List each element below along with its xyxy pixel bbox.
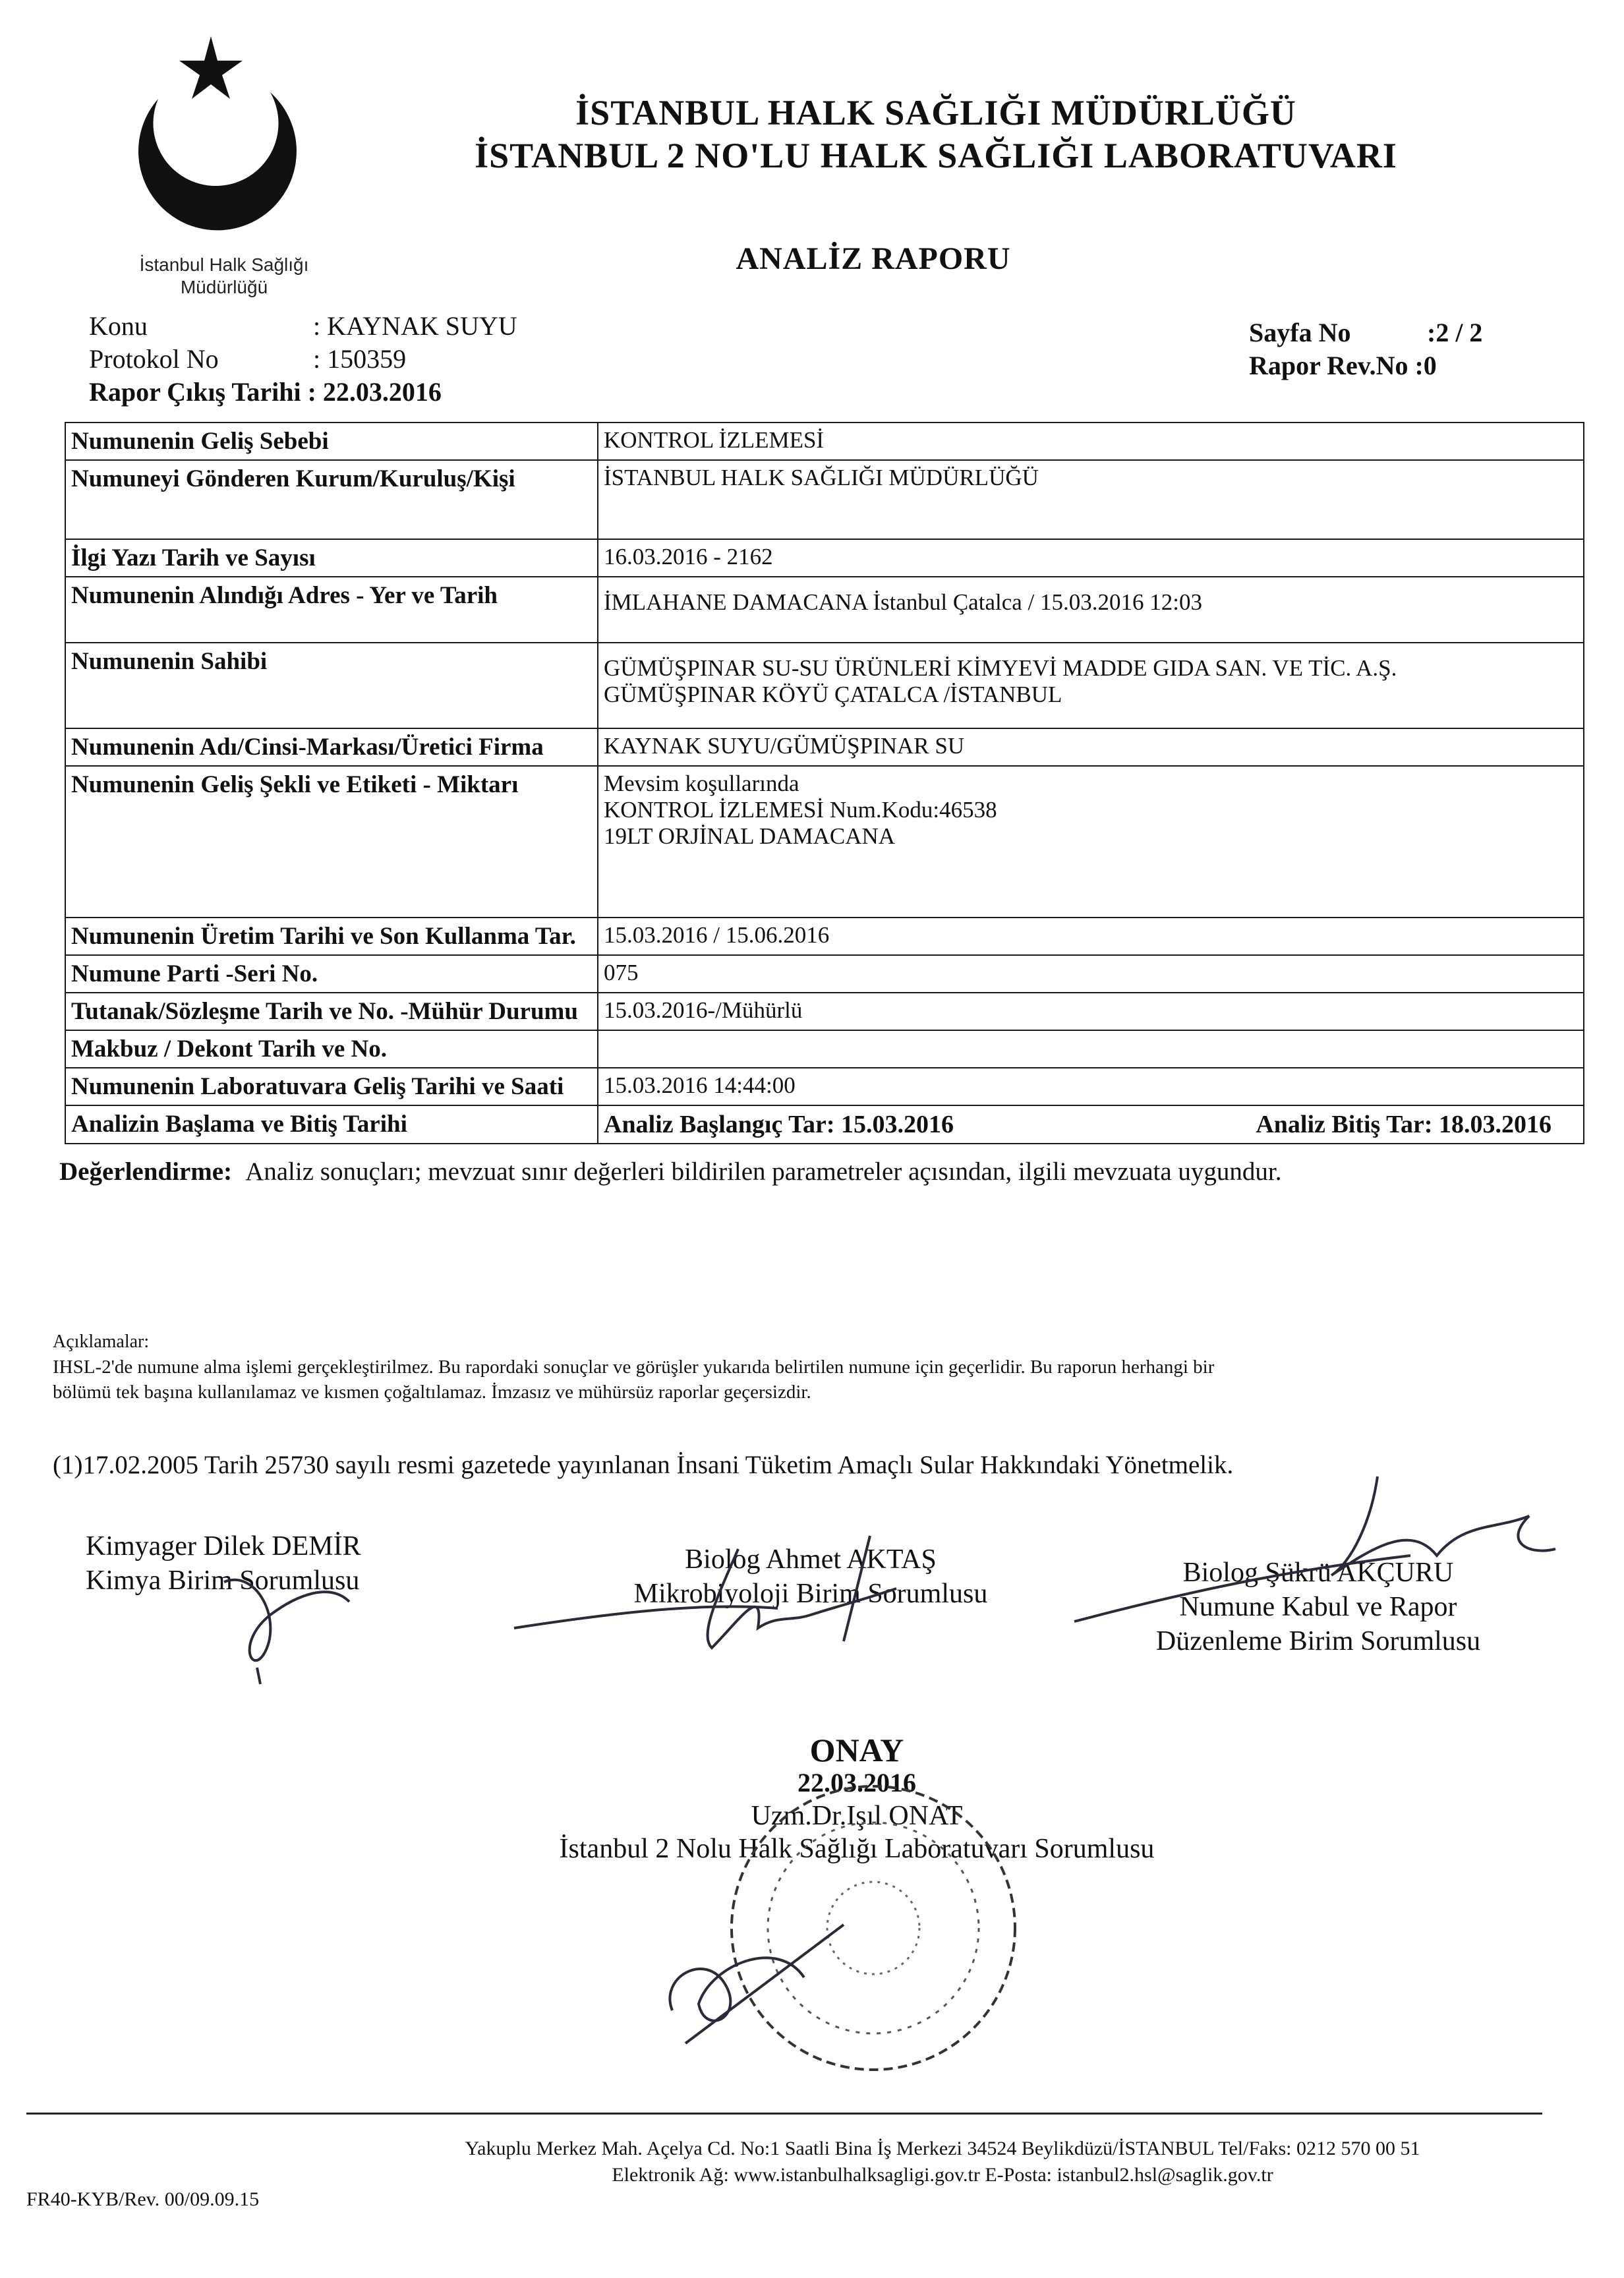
row-label: Numune Parti -Seri No. xyxy=(65,955,598,993)
table-row xyxy=(65,1030,1584,1068)
row-value: KAYNAK SUYU/GÜMÜŞPINAR SU xyxy=(598,728,1584,766)
footer-address-line2: Elektronik Ağ: www.istanbulhalksagligi.gov.tr E-Posta: istanbul2.hsl@saglik.gov.tr xyxy=(612,2164,1273,2186)
table-row xyxy=(65,766,1584,918)
sample-info-table xyxy=(65,422,1584,1144)
arrival-line1: Mevsim koşullarında xyxy=(604,771,799,796)
row-value: 15.03.2016-/Mühürlü xyxy=(598,993,1584,1030)
handwritten-signature-2 xyxy=(501,1523,975,1674)
logo-caption-line1: İstanbul Halk Sağlığı xyxy=(139,254,309,275)
rev-value: :0 xyxy=(1414,351,1437,380)
handwritten-signature-1 xyxy=(198,1542,395,1694)
table-row xyxy=(65,955,1584,993)
row-value: 15.03.2016 / 15.06.2016 xyxy=(598,918,1584,955)
row-label: Numunenin Geliş Şekli ve Etiketi - Miktarı xyxy=(65,766,598,918)
crescent-shape xyxy=(138,92,297,230)
evaluation xyxy=(59,1157,1582,1186)
report-meta-left xyxy=(89,310,517,409)
konu-value: : KAYNAK SUYU xyxy=(313,311,517,341)
protokol-label: Protokol No xyxy=(89,344,219,374)
protokol-value: : 150359 xyxy=(313,344,407,374)
row-value: KONTROL İZLEMESİ xyxy=(598,423,1584,460)
signer-name: Biolog Ahmet AKTAŞ xyxy=(685,1544,937,1575)
row-label: Numunenin Laboratuvara Geliş Tarihi ve Saati xyxy=(65,1068,598,1105)
regulation-footnote: (1)17.02.2005 Tarih 25730 sayılı resmi gazetede yayınlanan İnsani Tüketim Amaçlı Sular Hakkındaki Yönetmelik. xyxy=(53,1451,1234,1479)
footer-address xyxy=(316,2136,1569,2188)
row-value xyxy=(598,766,1584,918)
approval-date: 22.03.2016 xyxy=(798,1768,916,1797)
konu-label: Konu xyxy=(89,311,148,341)
approver-role: İstanbul 2 Nolu Halk Sağlığı Laboratuvarı Sorumlusu xyxy=(559,1834,1155,1864)
row-value: 16.03.2016 - 2162 xyxy=(598,539,1584,577)
approval-label: ONAY xyxy=(809,1732,904,1768)
row-label: Makbuz / Dekont Tarih ve No. xyxy=(65,1030,598,1068)
table-row xyxy=(65,423,1584,460)
analysis-start-date: Analiz Başlangıç Tar: 15.03.2016 xyxy=(604,1111,954,1138)
row-value: İSTANBUL HALK SAĞLIĞI MÜDÜRLÜĞÜ xyxy=(598,460,1584,539)
row-label: Numunenin Alındığı Adres - Yer ve Tarih xyxy=(65,577,598,643)
table-row xyxy=(65,993,1584,1030)
sayfa-label: Sayfa No xyxy=(1249,318,1351,347)
logo-caption xyxy=(105,254,343,299)
owner-line2: GÜMÜŞPINAR KÖYÜ ÇATALCA /İSTANBUL xyxy=(604,682,1062,707)
handwritten-signature-approver xyxy=(646,1898,883,2050)
signer-name: Kimyager Dilek DEMİR xyxy=(86,1531,361,1562)
report-meta-right xyxy=(1249,316,1482,382)
institution-title: İSTANBUL HALK SAĞLIĞI MÜDÜRLÜĞÜ xyxy=(575,93,1296,132)
row-label: Numunenin Üretim Tarihi ve Son Kullanma Tar. xyxy=(65,918,598,955)
table-row xyxy=(65,1105,1584,1144)
form-code: FR40-KYB/Rev. 00/09.09.15 xyxy=(26,2188,260,2210)
approver-name: Uzm.Dr.Işıl ONAT xyxy=(751,1801,963,1831)
row-value xyxy=(598,643,1584,728)
signer-role: Kimya Birim Sorumlusu xyxy=(86,1565,360,1596)
rev-label: Rapor Rev.No xyxy=(1249,351,1408,380)
rapor-tarih-value: : 22.03.2016 xyxy=(307,377,442,407)
table-row xyxy=(65,1068,1584,1105)
explanations-title: Açıklamalar: xyxy=(53,1331,150,1352)
owner-line1: GÜMÜŞPINAR SU-SU ÜRÜNLERİ KİMYEVİ MADDE GIDA SAN. VE TİC. A.Ş. xyxy=(604,655,1397,681)
table-row xyxy=(65,539,1584,577)
table-row xyxy=(65,577,1584,643)
signer-role: Mikrobiyoloji Birim Sorumlusu xyxy=(633,1579,988,1609)
logo-caption-line2: Müdürlüğü xyxy=(180,277,268,297)
row-value xyxy=(598,1030,1584,1068)
row-value xyxy=(598,1105,1584,1144)
evaluation-label: Değerlendirme: xyxy=(59,1157,233,1186)
report-title: ANALİZ RAPORU xyxy=(736,241,1011,276)
table-row xyxy=(65,643,1584,728)
explanations-body xyxy=(53,1355,1588,1405)
table-row xyxy=(65,728,1584,766)
signer-name: Biolog Şükrü AKÇURU xyxy=(1182,1558,1454,1588)
row-label: Numunenin Sahibi xyxy=(65,643,598,728)
signer-role-line2: Düzenleme Birim Sorumlusu xyxy=(1155,1626,1481,1656)
row-value: 15.03.2016 14:44:00 xyxy=(598,1068,1584,1105)
table-row xyxy=(65,918,1584,955)
signer-role-line1: Numune Kabul ve Rapor xyxy=(1179,1592,1457,1622)
row-label: İlgi Yazı Tarih ve Sayısı xyxy=(65,539,598,577)
row-label: Analizin Başlama ve Bitiş Tarihi xyxy=(65,1105,598,1144)
footer-address-line1: Yakuplu Merkez Mah. Açelya Cd. No:1 Saatli Bina İş Merkezi 34524 Beylikdüzü/İSTANBUL Tel/Faks: 0212 570 00 51 xyxy=(465,2138,1420,2159)
row-label: Numuneyi Gönderen Kurum/Kuruluş/Kişi xyxy=(65,460,598,539)
rapor-tarih-label: Rapor Çıkış Tarihi xyxy=(89,377,301,407)
row-label: Numunenin Adı/Cinsi-Markası/Üretici Firma xyxy=(65,728,598,766)
row-value: 075 xyxy=(598,955,1584,993)
footer-divider xyxy=(26,2113,1542,2115)
sayfa-value: :2 / 2 xyxy=(1427,318,1483,347)
star-shape xyxy=(179,36,243,99)
evaluation-text: Analiz sonuçları; mevzuat sınır değerleri bildirilen parametreler açısından, ilgili mevzuata uygundur. xyxy=(245,1157,1282,1186)
handwritten-signature-3 xyxy=(1068,1470,1569,1641)
laboratory-title: İSTANBUL 2 NO'LU HALK SAĞLIĞI LABORATUVARI xyxy=(475,136,1397,175)
analysis-end-date: Analiz Bitiş Tar: 18.03.2016 xyxy=(1256,1111,1552,1138)
row-label: Numunenin Geliş Sebebi xyxy=(65,423,598,460)
arrival-line3: 19LT ORJİNAL DAMACANA xyxy=(604,823,896,849)
row-label: Tutanak/Sözleşme Tarih ve No. -Mühür Durumu xyxy=(65,993,598,1030)
explanations-line2: bölümü tek başına kullanılamaz ve kısmen çoğaltılamaz. İmzasız ve mühürsüz raporlar geçersizdir. xyxy=(53,1382,811,1403)
crescent-star-icon xyxy=(112,20,310,237)
explanations-line1: IHSL-2'de numune alma işlemi gerçekleştirilmez. Bu rapordaki sonuçlar ve görüşler yukarıda belirtilen numune için geçerlidir. Bu raporun herhangi bir xyxy=(53,1357,1215,1378)
table-row xyxy=(65,460,1584,539)
arrival-line2: KONTROL İZLEMESİ Num.Kodu:46538 xyxy=(604,797,997,823)
row-value: İMLAHANE DAMACANA İstanbul Çatalca / 15.03.2016 12:03 xyxy=(598,577,1584,643)
